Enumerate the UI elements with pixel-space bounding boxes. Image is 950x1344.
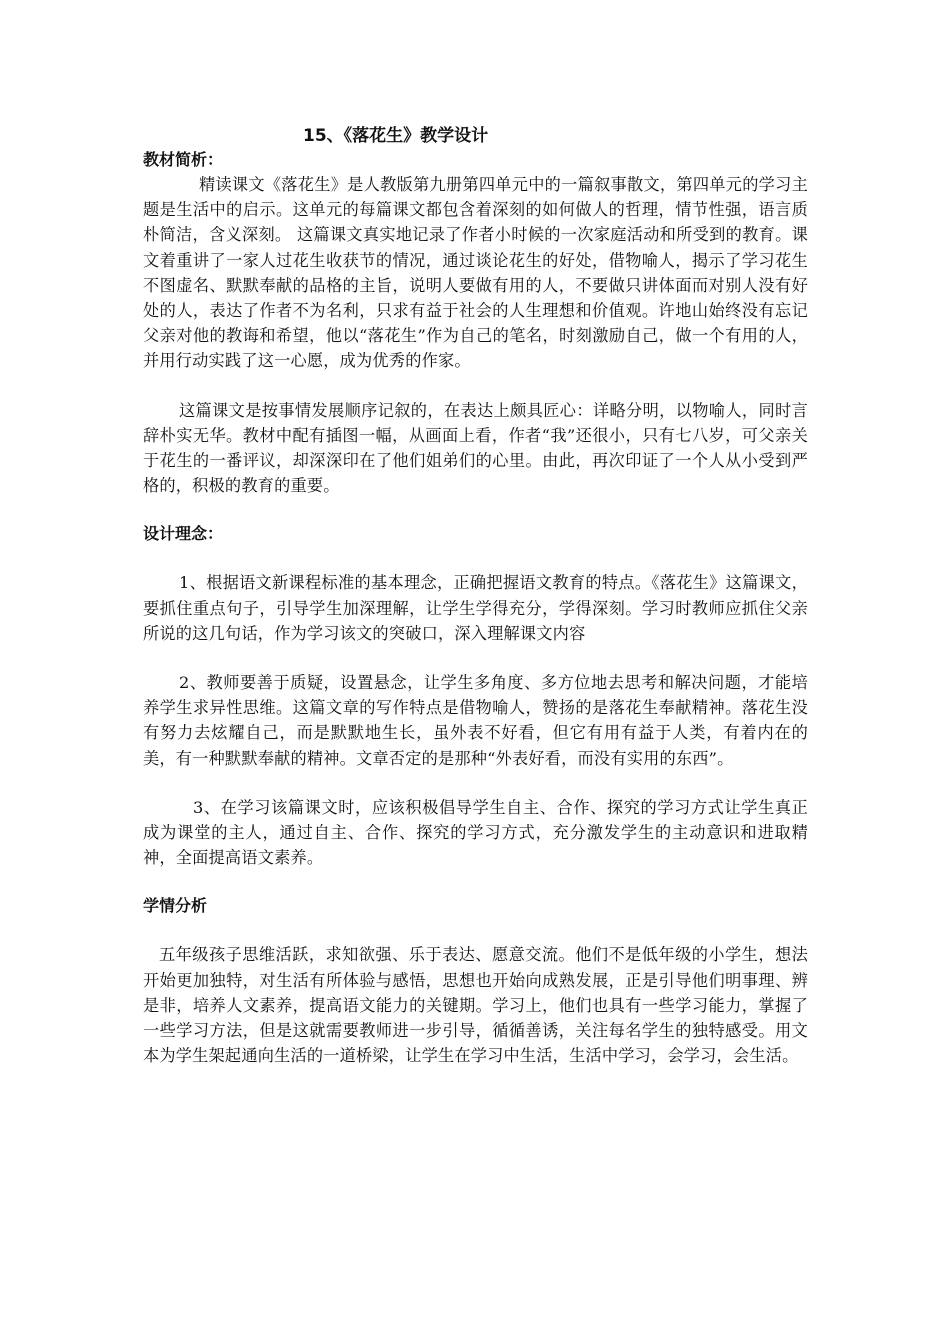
section-heading-student-analysis: 学情分析 xyxy=(143,896,208,916)
spacer xyxy=(143,374,808,398)
spacer xyxy=(143,870,808,894)
spacer xyxy=(143,771,808,795)
student-analysis-paragraph-1: 五年级孩子思维活跃，求知欲强、乐于表达、愿意交流。他们不是低年级的小学生，想法开始更加独特，对生活有所体验与感悟，思想也开始向成熟发展，正是引导他们明事理、辨是非，培养人文素养，提高语文能力的关键期。学习上，他们也具有一些学习能力，掌握了一些学习方法，但是这就需要教师进一步引导，循循善诱，关注每名学生的独特感受。用文本为学生架起通向生活的一道桥梁，让学生在学习中生活，生活中学习，会学习，会生活。 xyxy=(143,945,808,1066)
textbook-analysis-paragraph-2: 这篇课文是按事情发展顺序记叙的，在表达上颇具匠心：详略分明，以物喻人，同时言辞朴实无华。教材中配有插图一幅，从画面上看，作者“我”还很小，只有七八岁，可父亲关于花生的一番评议，却深深印在了他们姐弟们的心里。由此，再次印证了一个人从小受到严格的，积极的教育的重要。 xyxy=(143,400,808,496)
spacer xyxy=(143,918,808,942)
textbook-analysis-paragraph-1: 精读课文《落花生》是人教版第九册第四单元中的一篇叙事散文，第四单元的学习主题是生活中的启示。这单元的每篇课文都包含着深刻的如何做人的哲理，情节性强，语言质朴简洁，含义深刻。 这篇课文真实地记录了作者小时候的一次家庭活动和所受到的教育。课文着重讲了一家人过花生收获节的情况，通过谈论花生的好处，借物喻人，揭示了学习花生不图虚名、默默奉献的品格的主旨，说明人要做有用的人，不要做只讲体面而对别人没有好处的人，表达了作者不为名利，只求有益于社会的人生理想和价值观。许地山始终没有忘记父亲对他的教诲和希望，他以“落花生”作为自己的笔名，时刻激励自己，做一个有用的人，并用行动实践了这一心愿，成为优秀的作家。 xyxy=(143,175,808,371)
document-body xyxy=(143,124,808,1068)
section-heading-textbook-analysis: 教材简析： xyxy=(143,150,224,169)
document-title: 15、《落花生》教学设计 xyxy=(303,126,489,146)
design-concept-item-3: 3、在学习该篇课文时，应该积极倡导学生自主、合作、探究的学习方式让学生真正成为课堂的主人，通过自主、合作、探究的学习方式，充分激发学生的主动意识和进取精神，全面提高语文素养。 xyxy=(143,797,808,868)
design-concept-item-1: 1、根据语文新课程标准的基本理念，正确把握语文教育的特点。《落花生》这篇课文，要抓住重点句子，引导学生加深理解，让学生学得充分，学得深刻。学习时教师应抓住父亲所说的这几句话，作为学习该文的突破口，深入理解课文内容 xyxy=(143,573,808,643)
spacer xyxy=(143,498,808,522)
section-heading-design-concept: 设计理念： xyxy=(143,524,224,544)
spacer xyxy=(143,646,808,670)
spacer xyxy=(143,546,808,570)
design-concept-item-2: 2、教师要善于质疑，设置悬念，让学生多角度、多方位地去思考和解决问题，才能培养学生求异性思维。这篇文章的写作特点是借物喻人，赞扬的是落花生奉献精神。落花生没有努力去炫耀自己，而是默默地生长，虽外表不好看，但它有用有益于人类，有着内在的美，有一种默默奉献的精神。文章否定的是那种“外表好看，而没有实用的东西”。 xyxy=(143,673,808,768)
